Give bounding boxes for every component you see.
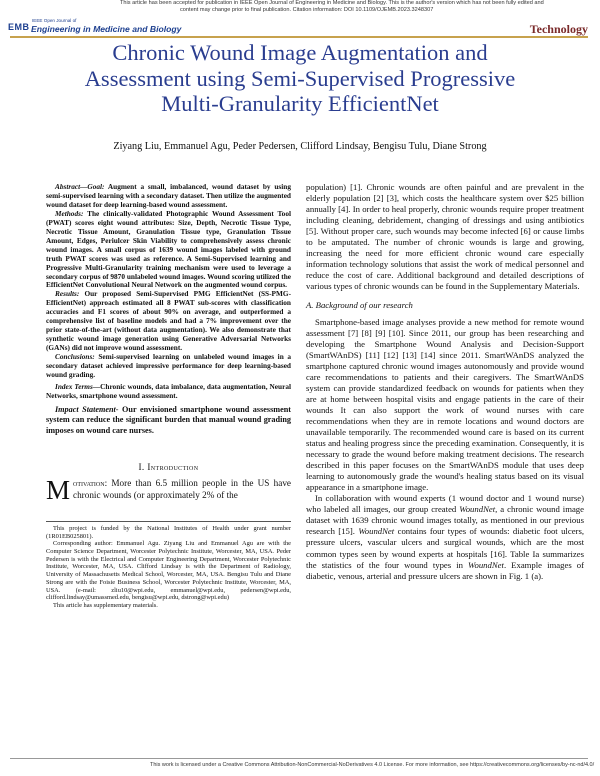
license-footer: This work is licensed under a Creative Commons Attribution-NonCommercial-NoDerivatives 4.0 License. For more information, see https://creativecommons.org/licenses/by-nc-nd/4.0/ [150, 762, 595, 768]
left-column [46, 183, 291, 610]
abstract-conclusions [46, 353, 291, 380]
notice-line-2: content may change prior to final publication. Citation information: DOI 10.1109/OJEMB.2023.3248307 [180, 7, 434, 14]
abstract-methods [46, 210, 291, 291]
title-line-2: Assessment using Semi-Supervised Progressive [84, 65, 516, 91]
para3-a: In collaboration with wound experts (1 wound doctor and 1 wound nurse) who labeled all images, our group created [306, 493, 584, 515]
impact-label: Impact Statement- [55, 404, 119, 414]
journal-logo: EMB [8, 22, 30, 32]
footnote-supplementary: This article has supplementary materials. [53, 601, 158, 609]
header-rule [10, 36, 588, 38]
journal-name: Engineering in Medicine and Biology [31, 24, 182, 34]
title-line-3: Multi-Granularity EfficientNet [161, 91, 439, 116]
para3-c: contains four types of wounds: diabetic foot ulcers, pressure ulcers, vascular ulcers and surgical wounds, which are the most common types seen by wound experts at hospitals [16]. Table Ia summarizes the statistics of the four wound types in [306, 526, 585, 570]
abstract-results [46, 290, 291, 353]
index-terms [46, 383, 291, 401]
title-line-1: Chronic Wound Image Augmentation and [112, 40, 488, 65]
results-label: Results: [55, 289, 80, 299]
publication-notice [120, 0, 590, 15]
section-tag: Technology [529, 22, 588, 36]
intro-text: More than 6.5 million people in the US have chronic wounds (or approximately 2% of the [73, 478, 292, 500]
introduction-paragraph [46, 475, 292, 506]
section-heading-introduction [46, 462, 291, 472]
drop-cap: M [46, 475, 71, 506]
goal-text: Augment a small, imbalanced, wound dataset by using semi-supervised learning with a secondary dataset. Then utilize the augmented wound dataset for deep learning-based wound assessment. [46, 182, 291, 209]
abstract-goal [46, 183, 291, 210]
footnote-corresponding: Corresponding author: Emmanuel Agu. Ziyang Liu and Emmanuel Agu are with the Computer Science Department, Worcester Polytechnic Institute, Worcester, MA, USA. Peder Pedersen is with the Electrical and Computer Engineering Department, Worcester Polytechnic Institute, Worcester, MA, USA. Clifford Lindsay is with the Department of Radiology, University of Massachusetts Medical School, Worcester, MA, USA. Bengisu Tulu and Diane Strong are with the Foisie Business School, Worcester Polytechnic Institute, Worcester, MA, USA. (e-mail: zliu10@wpi.edu, emmanuel@wpi.edu, pedersen@wpi.edu, clifford.lindsay@umassmed.edu, bengisu@wpi.edu, dstrong@wpi.edu) [46, 540, 291, 602]
intro-lead: otivation: [73, 478, 108, 489]
introduction-heading: I. Introduction [138, 462, 199, 473]
index-terms-label: Index Terms [55, 381, 93, 391]
para3-d: . Example images of diabetic, venous, arterial and pressure ulcers are shown in Fig. 1 (a). [306, 559, 584, 581]
conclusions-label: Conclusions: [55, 352, 95, 362]
woundnet-1: WoundNet [459, 504, 496, 515]
author-list: Ziyang Liu, Emmanuel Agu, Peder Pedersen, Clifford Lindsay, Bengisu Tulu, Diane Strong [113, 141, 487, 152]
paper-title [40, 40, 560, 117]
footnote-funding: This project is funded by the National Institutes of Health under grant number (1R01EB025801). [46, 524, 291, 540]
impact-statement [46, 405, 291, 436]
goal-label: Abstract—Goal: [55, 182, 105, 191]
right-column [306, 182, 584, 582]
woundnet-3: WoundNet [468, 559, 504, 570]
background-paragraph-2 [306, 493, 584, 581]
impact-text: Our envisioned smartphone wound assessment system can reduce the significant burden that manual wound grading imposes on wound care nurses. [46, 404, 292, 435]
subsection-heading-background: A. Background of our research [306, 300, 413, 311]
methods-text: The clinically-validated Photographic Wound Assessment Tool (PWAT) scores eight wound attributes: Size, Depth, Necrotic Tissue Type, Necrotic Tissue Amount, Granulation Tissue type, Granulation Tissue Amount, Edges, Periulcer Skin Viability to comprehensively assess chronic wound images. A small corpus of 1639 wound images labeled with ground truth PWAT scores was used as reference. A Semi-Supervised learning and Progressive Multi-Granularity training mechanism were used to leverage a secondary corpus of 9870 unlabeled wound images. Wound scoring utilized the EfficientNet Convolutional Neural Network on the augmented wound corpus. [46, 208, 291, 290]
results-text: Our proposed Semi-Supervised PMG EfficientNet (SS-PMG-EfficientNet) approach estimated all 8 PWAT sub-scores with classification accuracies and F1 scores of about 90% on average, and outperformed a comprehensive list of baseline models and had a 7% improvement over the prior state-of-the-art (without data augmentation). We also demonstrate that synthetic wound image generation using Generative Adversarial Networks (GANs) did not improve wound assessment. [46, 289, 291, 353]
woundnet-2: WoundNet [358, 526, 395, 537]
notice-line-1: This article has been accepted for publication in IEEE Open Journal of Engineering in Medicine and Biology. This is the author's version which has not been fully edited and [120, 0, 544, 6]
background-paragraph-1: Smartphone-based image analyses provide a new method for remote wound assessment [7] [8] [9] [10]. Since 2011, our group has been researching and developing the Smartphone Wound Analysis and Decision-Support (SmartWAnDS) [11] [12] [13] [14] since 2011. SmartWAnDS analyzed the smartphone captured chronic wound images autonomously and provide wound care recommendations to patients and their caregivers. The SmartWAnDS system can provide standardized feedback on wounds for patients when they are at home between hospital visits and engage patients in the care of their wounds It can also support the work of wound nurses with care recommendations when they are in remote locations and wound doctors are unavailable temporarily. The recommended wound care is based on its current status and healing progress since the preceding examination. Consequently, it is necessary to grade the wound before making treatment decisions. The research described in this paper focuses on the SmartWAnDS module that uses deep learning to autonomously grade the wound's healing status based on its visual appearance in a smartphone image. [306, 316, 584, 493]
footnote-rule [46, 521, 291, 522]
footer-rule [10, 758, 588, 759]
methods-label: Methods: [55, 208, 84, 218]
conclusions-text: Semi-supervised learning on unlabeled wound images in a secondary dataset achieved impressive performance for deep learning-based wound grading. [46, 352, 291, 380]
intro-continued-paragraph: population) [1]. Chronic wounds are often painful and are prevalent in the elderly population [2] [3], which costs the healthcare system over $25 billion annually [4]. In order to heal properly, chronic wounds require proper treatment including cleaning, debridement, changing of dressings and using antibiotics [5]. Without proper care, such wounds may become infected [6] or cause limbs to be amputated. The number of chronic wounds is large and growing, increasing the need for more efficient chronic wound care especially information technology solutions that assist the work of medical personnel and reduce the cost of care. Additional background and detailed descriptions of various types of chronic wounds can be found in the Supplementary Materials. [306, 182, 584, 292]
para3-b: , a chronic wound image dataset with 1639 chronic wound images totally, as mentioned in our previous research [15]. [306, 504, 585, 537]
index-terms-text: —Chronic wounds, data imbalance, data augmentation, Neural Networks, smartphone wound assessment. [46, 381, 292, 400]
journal-prefix: IEEE Open Journal of [32, 18, 77, 23]
